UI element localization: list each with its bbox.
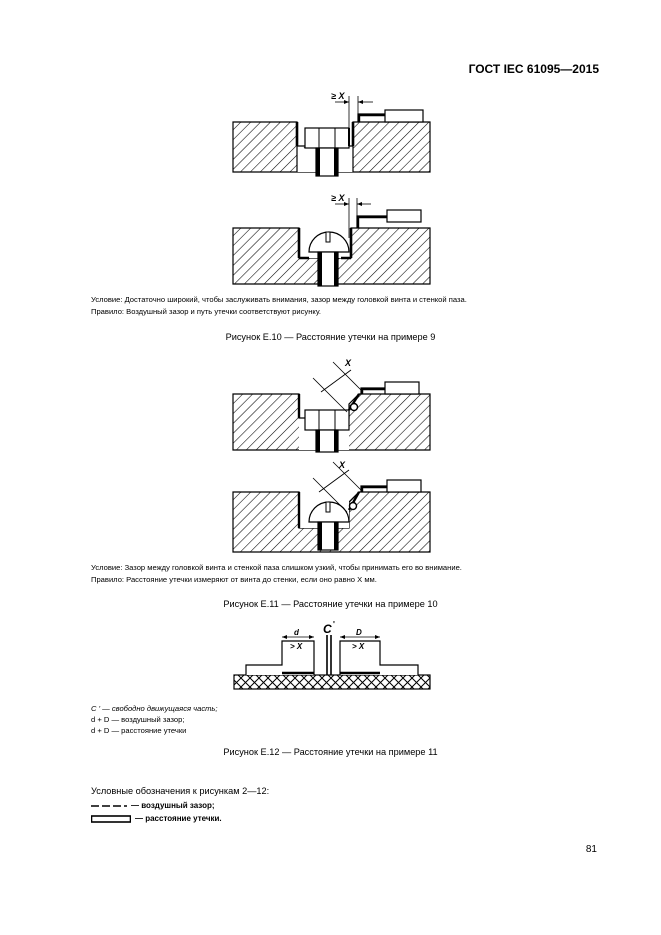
e12-c-label: C xyxy=(323,622,332,636)
e11-bottom-dim-label: X xyxy=(339,460,346,470)
figure-e11-rule: Правило: Расстояние утечки измеряют от винта до стенки, если оно равно X мм. xyxy=(91,575,377,584)
e12-left-gt-x-label: > X xyxy=(290,642,303,651)
figure-e12-caption: Рисунок Е.12 — Расстояние утечки на примере 11 xyxy=(223,747,438,757)
air-gap-symbol xyxy=(91,803,127,809)
figure-e11-drawing xyxy=(225,352,440,557)
figure-e10-rule: Правило: Воздушный зазор и путь утечки соответствуют рисунку. xyxy=(91,307,321,316)
document-header: ГОСТ IEC 61095—2015 xyxy=(468,62,599,76)
figure-e11-caption: Рисунок Е.11 — Расстояние утечки на примере 10 xyxy=(223,599,438,609)
figure-e11-condition: Условие: Зазор между головкой винта и стенкой паза слишком узкий, чтобы принимать его во внимание. xyxy=(91,563,462,572)
e10-top-dim-label: ≥ X xyxy=(331,91,345,101)
e11-top-assembly xyxy=(233,358,430,452)
figure-e12-note-1: C ' — свободно движущаяся часть; xyxy=(91,704,218,713)
figure-e12-note-3: d + D — расстояние утечки xyxy=(91,726,187,735)
legend-item-air-gap: — воздушный зазор; xyxy=(131,801,215,810)
e10-bottom-assembly xyxy=(233,193,430,286)
legend-item-creepage: — расстояние утечки. xyxy=(135,814,222,823)
e11-top-dim-label: X xyxy=(345,358,352,368)
e12-D-label: D xyxy=(356,628,362,637)
page-number: 81 xyxy=(585,844,597,855)
e11-bottom-assembly xyxy=(233,460,430,552)
creepage-symbol xyxy=(91,815,131,823)
legend-title: Условные обозначения к рисункам 2—12: xyxy=(91,786,270,796)
e12-d-label: d xyxy=(294,628,299,637)
e10-bottom-dim-label: ≥ X xyxy=(331,193,345,203)
figure-e12-note-2: d + D — воздушный зазор; xyxy=(91,715,185,724)
e12-right-gt-x-label: > X xyxy=(352,642,365,651)
e12-c-prime-label: ' xyxy=(333,620,335,629)
e10-top-assembly xyxy=(233,91,430,176)
figure-e10-drawing xyxy=(225,88,440,288)
figure-e10-condition: Условие: Достаточно широкий, чтобы заслуживать внимания, зазор между головкой винта и стенкой паза. xyxy=(91,295,467,304)
figure-e10-caption: Рисунок Е.10 — Расстояние утечки на примере 9 xyxy=(225,332,436,342)
figure-e12-drawing xyxy=(232,615,432,693)
